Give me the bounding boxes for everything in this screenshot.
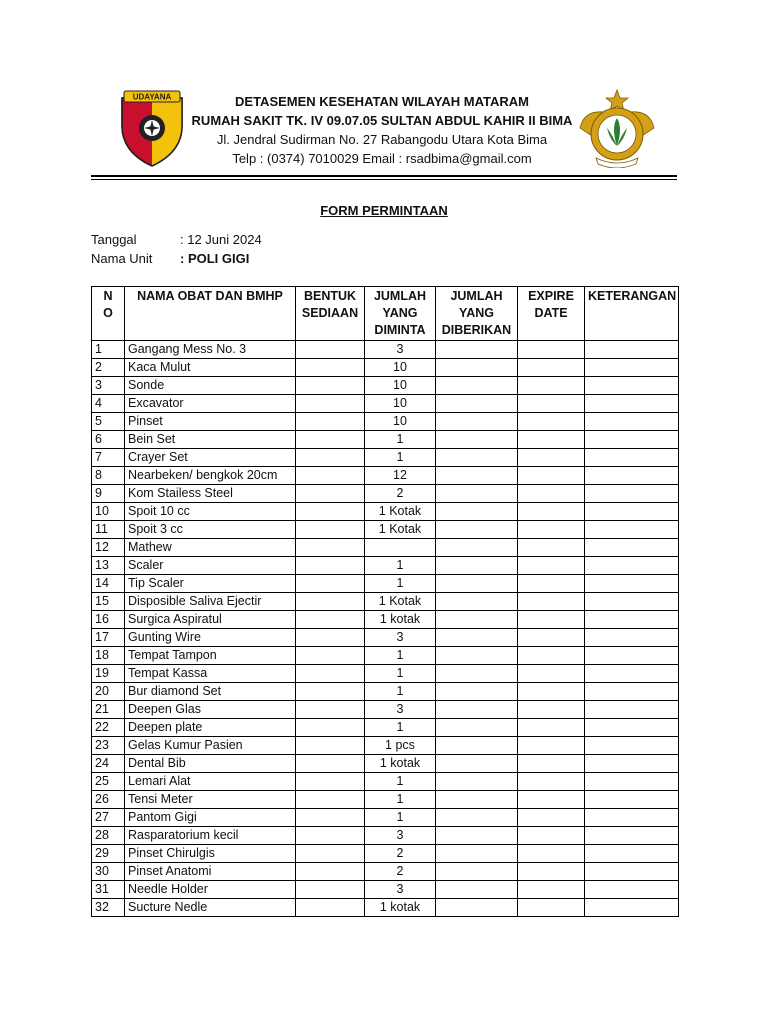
letterhead-line-2: RUMAH SAKIT TK. IV 09.07.05 SULTAN ABDUL KAHIR II BIMA bbox=[191, 113, 573, 128]
table-body bbox=[92, 341, 679, 917]
cell-keterangan bbox=[585, 773, 679, 791]
cell-nama: Sucture Nedle bbox=[125, 899, 296, 917]
cell-keterangan bbox=[585, 899, 679, 917]
cell-bentuk bbox=[296, 827, 365, 845]
cell-no: 26 bbox=[92, 791, 125, 809]
cell-nama: Spoit 10 cc bbox=[125, 503, 296, 521]
cell-diminta: 1 bbox=[365, 647, 436, 665]
cell-diminta: 2 bbox=[365, 485, 436, 503]
cell-diminta: 1 Kotak bbox=[365, 521, 436, 539]
cell-diberikan bbox=[436, 827, 518, 845]
cell-diberikan bbox=[436, 377, 518, 395]
cell-expire bbox=[518, 773, 585, 791]
cell-bentuk bbox=[296, 413, 365, 431]
cell-bentuk bbox=[296, 629, 365, 647]
cell-no: 1 bbox=[92, 341, 125, 359]
cell-diminta bbox=[365, 539, 436, 557]
letterhead-line-1: DETASEMEN KESEHATAN WILAYAH MATARAM bbox=[235, 94, 529, 109]
cell-expire bbox=[518, 647, 585, 665]
cell-diberikan bbox=[436, 557, 518, 575]
cell-diminta: 1 bbox=[365, 575, 436, 593]
cell-diberikan bbox=[436, 683, 518, 701]
cell-nama: Gunting Wire bbox=[125, 629, 296, 647]
cell-no: 4 bbox=[92, 395, 125, 413]
cell-no: 10 bbox=[92, 503, 125, 521]
cell-expire bbox=[518, 611, 585, 629]
cell-nama: Deepen plate bbox=[125, 719, 296, 737]
cell-nama: Excavator bbox=[125, 395, 296, 413]
cell-bentuk bbox=[296, 845, 365, 863]
cell-diberikan bbox=[436, 809, 518, 827]
cell-diminta: 1 bbox=[365, 791, 436, 809]
cell-diberikan bbox=[436, 899, 518, 917]
cell-bentuk bbox=[296, 359, 365, 377]
cell-diminta: 10 bbox=[365, 359, 436, 377]
cell-diminta: 1 kotak bbox=[365, 755, 436, 773]
table-row bbox=[92, 539, 679, 557]
cell-no: 9 bbox=[92, 485, 125, 503]
cell-bentuk bbox=[296, 719, 365, 737]
table-row bbox=[92, 827, 679, 845]
header-diberikan: JUMLAH YANG DIBERIKAN bbox=[436, 287, 518, 341]
meta-tanggal bbox=[91, 231, 262, 249]
cell-diberikan bbox=[436, 881, 518, 899]
cell-no: 11 bbox=[92, 521, 125, 539]
header-diminta: JUMLAH YANG DIMINTA bbox=[365, 287, 436, 341]
cell-no: 31 bbox=[92, 881, 125, 899]
cell-expire bbox=[518, 341, 585, 359]
cell-expire bbox=[518, 431, 585, 449]
cell-expire bbox=[518, 629, 585, 647]
cell-expire bbox=[518, 575, 585, 593]
cell-keterangan bbox=[585, 701, 679, 719]
cell-nama: Gangang Mess No. 3 bbox=[125, 341, 296, 359]
cell-diberikan bbox=[436, 701, 518, 719]
cell-keterangan bbox=[585, 809, 679, 827]
cell-keterangan bbox=[585, 827, 679, 845]
cell-expire bbox=[518, 485, 585, 503]
cell-expire bbox=[518, 503, 585, 521]
cell-expire bbox=[518, 881, 585, 899]
cell-bentuk bbox=[296, 737, 365, 755]
cell-diberikan bbox=[436, 503, 518, 521]
table-row bbox=[92, 899, 679, 917]
cell-no: 27 bbox=[92, 809, 125, 827]
table-row bbox=[92, 773, 679, 791]
header-nama: NAMA OBAT DAN BMHP bbox=[125, 287, 296, 341]
cell-bentuk bbox=[296, 539, 365, 557]
cell-no: 24 bbox=[92, 755, 125, 773]
cell-bentuk bbox=[296, 431, 365, 449]
cell-keterangan bbox=[585, 629, 679, 647]
cell-expire bbox=[518, 377, 585, 395]
table-row bbox=[92, 845, 679, 863]
cell-no: 17 bbox=[92, 629, 125, 647]
cell-no: 3 bbox=[92, 377, 125, 395]
cell-nama: Pinset Anatomi bbox=[125, 863, 296, 881]
cell-expire bbox=[518, 683, 585, 701]
cell-expire bbox=[518, 539, 585, 557]
cell-keterangan bbox=[585, 611, 679, 629]
cell-bentuk bbox=[296, 899, 365, 917]
cell-bentuk bbox=[296, 341, 365, 359]
cell-keterangan bbox=[585, 521, 679, 539]
cell-nama: Surgica Aspiratul bbox=[125, 611, 296, 629]
table-row bbox=[92, 593, 679, 611]
cell-expire bbox=[518, 755, 585, 773]
cell-expire bbox=[518, 809, 585, 827]
cell-keterangan bbox=[585, 359, 679, 377]
cell-nama: Kom Stailess Steel bbox=[125, 485, 296, 503]
cell-no: 21 bbox=[92, 701, 125, 719]
cell-no: 14 bbox=[92, 575, 125, 593]
cell-no: 29 bbox=[92, 845, 125, 863]
cell-diberikan bbox=[436, 593, 518, 611]
cell-diberikan bbox=[436, 665, 518, 683]
cell-bentuk bbox=[296, 647, 365, 665]
cell-keterangan bbox=[585, 539, 679, 557]
table-row bbox=[92, 755, 679, 773]
cell-keterangan bbox=[585, 485, 679, 503]
cell-keterangan bbox=[585, 557, 679, 575]
table-row bbox=[92, 701, 679, 719]
cell-diberikan bbox=[436, 341, 518, 359]
cell-diberikan bbox=[436, 719, 518, 737]
cell-nama: Bur diamond Set bbox=[125, 683, 296, 701]
cell-diminta: 1 bbox=[365, 557, 436, 575]
meta-unit bbox=[91, 250, 249, 268]
cell-bentuk bbox=[296, 755, 365, 773]
cell-diberikan bbox=[436, 359, 518, 377]
table-row bbox=[92, 863, 679, 881]
cell-no: 6 bbox=[92, 431, 125, 449]
cell-nama: Gelas Kumur Pasien bbox=[125, 737, 296, 755]
cell-diminta: 1 bbox=[365, 431, 436, 449]
letterhead bbox=[190, 92, 574, 168]
cell-keterangan bbox=[585, 503, 679, 521]
cell-diberikan bbox=[436, 575, 518, 593]
cell-bentuk bbox=[296, 485, 365, 503]
cell-diberikan bbox=[436, 845, 518, 863]
cell-diberikan bbox=[436, 467, 518, 485]
cell-nama: Scaler bbox=[125, 557, 296, 575]
table-row bbox=[92, 341, 679, 359]
table-row bbox=[92, 377, 679, 395]
table-row bbox=[92, 719, 679, 737]
cell-keterangan bbox=[585, 593, 679, 611]
letterhead-rule-thin bbox=[91, 179, 677, 180]
cell-diberikan bbox=[436, 413, 518, 431]
table-row bbox=[92, 629, 679, 647]
cell-diberikan bbox=[436, 647, 518, 665]
cell-diberikan bbox=[436, 485, 518, 503]
cell-diminta: 10 bbox=[365, 377, 436, 395]
table-row bbox=[92, 665, 679, 683]
logo-left-text: UDAYANA bbox=[132, 92, 172, 102]
table-row bbox=[92, 791, 679, 809]
cell-diminta: 1 bbox=[365, 665, 436, 683]
cell-nama: Pinset Chirulgis bbox=[125, 845, 296, 863]
table-row bbox=[92, 557, 679, 575]
cell-expire bbox=[518, 791, 585, 809]
cell-diminta: 1 kotak bbox=[365, 611, 436, 629]
cell-diminta: 1 Kotak bbox=[365, 593, 436, 611]
cell-diminta: 3 bbox=[365, 881, 436, 899]
cell-bentuk bbox=[296, 593, 365, 611]
cell-keterangan bbox=[585, 647, 679, 665]
cell-keterangan bbox=[585, 431, 679, 449]
cell-nama: Tempat Kassa bbox=[125, 665, 296, 683]
cell-bentuk bbox=[296, 809, 365, 827]
table-row bbox=[92, 809, 679, 827]
cell-nama: Pantom Gigi bbox=[125, 809, 296, 827]
cell-bentuk bbox=[296, 881, 365, 899]
cell-expire bbox=[518, 827, 585, 845]
table-row bbox=[92, 413, 679, 431]
cell-keterangan bbox=[585, 791, 679, 809]
unit-label: Nama Unit bbox=[91, 251, 153, 266]
cell-bentuk bbox=[296, 467, 365, 485]
cell-diminta: 3 bbox=[365, 701, 436, 719]
cell-no: 20 bbox=[92, 683, 125, 701]
cell-expire bbox=[518, 719, 585, 737]
cell-no: 2 bbox=[92, 359, 125, 377]
cell-keterangan bbox=[585, 575, 679, 593]
cell-keterangan bbox=[585, 377, 679, 395]
cell-diberikan bbox=[436, 755, 518, 773]
cell-keterangan bbox=[585, 737, 679, 755]
cell-diminta: 1 bbox=[365, 773, 436, 791]
cell-expire bbox=[518, 467, 585, 485]
cell-diberikan bbox=[436, 431, 518, 449]
cell-keterangan bbox=[585, 683, 679, 701]
cell-diminta: 10 bbox=[365, 395, 436, 413]
cell-diberikan bbox=[436, 863, 518, 881]
cell-nama: Tip Scaler bbox=[125, 575, 296, 593]
cell-expire bbox=[518, 665, 585, 683]
cell-keterangan bbox=[585, 341, 679, 359]
cell-bentuk bbox=[296, 773, 365, 791]
cell-no: 7 bbox=[92, 449, 125, 467]
unit-value: : POLI GIGI bbox=[180, 251, 250, 266]
table-row bbox=[92, 521, 679, 539]
table-row bbox=[92, 359, 679, 377]
cell-nama: Crayer Set bbox=[125, 449, 296, 467]
cell-diminta: 2 bbox=[365, 845, 436, 863]
table-row bbox=[92, 611, 679, 629]
udayana-shield-icon bbox=[118, 88, 186, 168]
cell-nama: Pinset bbox=[125, 413, 296, 431]
cell-bentuk bbox=[296, 791, 365, 809]
cell-nama: Tensi Meter bbox=[125, 791, 296, 809]
cell-bentuk bbox=[296, 575, 365, 593]
cell-diminta: 1 kotak bbox=[365, 899, 436, 917]
cell-bentuk bbox=[296, 665, 365, 683]
cell-expire bbox=[518, 521, 585, 539]
cell-diminta: 3 bbox=[365, 341, 436, 359]
cell-nama: Bein Set bbox=[125, 431, 296, 449]
cell-diminta: 2 bbox=[365, 863, 436, 881]
table-row bbox=[92, 485, 679, 503]
cell-expire bbox=[518, 701, 585, 719]
cell-keterangan bbox=[585, 719, 679, 737]
cell-keterangan bbox=[585, 413, 679, 431]
cell-expire bbox=[518, 359, 585, 377]
cell-no: 12 bbox=[92, 539, 125, 557]
cell-no: 5 bbox=[92, 413, 125, 431]
cell-nama: Deepen Glas bbox=[125, 701, 296, 719]
cell-diberikan bbox=[436, 791, 518, 809]
cell-no: 18 bbox=[92, 647, 125, 665]
form-title: FORM PERMINTAAN bbox=[320, 203, 448, 218]
cell-diminta: 10 bbox=[365, 413, 436, 431]
cell-no: 25 bbox=[92, 773, 125, 791]
cell-diberikan bbox=[436, 395, 518, 413]
cell-diberikan bbox=[436, 611, 518, 629]
table-row bbox=[92, 395, 679, 413]
cell-keterangan bbox=[585, 467, 679, 485]
kesdam-emblem-icon bbox=[574, 88, 660, 168]
cell-diminta: 1 Kotak bbox=[365, 503, 436, 521]
table-row bbox=[92, 881, 679, 899]
cell-no: 28 bbox=[92, 827, 125, 845]
cell-bentuk bbox=[296, 683, 365, 701]
cell-expire bbox=[518, 395, 585, 413]
table-row bbox=[92, 683, 679, 701]
cell-no: 23 bbox=[92, 737, 125, 755]
cell-diberikan bbox=[436, 449, 518, 467]
cell-diberikan bbox=[436, 629, 518, 647]
letterhead-rule-thick bbox=[91, 175, 677, 177]
cell-expire bbox=[518, 593, 585, 611]
cell-nama: Mathew bbox=[125, 539, 296, 557]
cell-diminta: 1 bbox=[365, 809, 436, 827]
letterhead-contact: Telp : (0374) 7010029 Email : rsadbima@gmail.com bbox=[232, 151, 532, 166]
cell-diminta: 1 pcs bbox=[365, 737, 436, 755]
cell-nama: Sonde bbox=[125, 377, 296, 395]
cell-no: 22 bbox=[92, 719, 125, 737]
cell-nama: Disposible Saliva Ejectir bbox=[125, 593, 296, 611]
cell-nama: Needle Holder bbox=[125, 881, 296, 899]
table-row bbox=[92, 575, 679, 593]
table-row bbox=[92, 503, 679, 521]
cell-expire bbox=[518, 737, 585, 755]
cell-bentuk bbox=[296, 395, 365, 413]
cell-nama: Tempat Tampon bbox=[125, 647, 296, 665]
cell-no: 16 bbox=[92, 611, 125, 629]
cell-diminta: 1 bbox=[365, 719, 436, 737]
cell-diberikan bbox=[436, 737, 518, 755]
cell-keterangan bbox=[585, 863, 679, 881]
cell-no: 32 bbox=[92, 899, 125, 917]
cell-expire bbox=[518, 557, 585, 575]
table-row bbox=[92, 431, 679, 449]
cell-expire bbox=[518, 449, 585, 467]
table-row bbox=[92, 737, 679, 755]
cell-bentuk bbox=[296, 611, 365, 629]
tanggal-value: : 12 Juni 2024 bbox=[180, 232, 262, 247]
cell-nama: Rasparatorium kecil bbox=[125, 827, 296, 845]
cell-bentuk bbox=[296, 503, 365, 521]
cell-nama: Kaca Mulut bbox=[125, 359, 296, 377]
cell-expire bbox=[518, 413, 585, 431]
header-bentuk: BENTUK SEDIAAN bbox=[296, 287, 365, 341]
header-expire: EXPIRE DATE bbox=[518, 287, 585, 341]
cell-diberikan bbox=[436, 773, 518, 791]
letterhead-address: Jl. Jendral Sudirman No. 27 Rabangodu Utara Kota Bima bbox=[216, 132, 548, 147]
request-table bbox=[91, 286, 679, 917]
cell-diminta: 1 bbox=[365, 449, 436, 467]
table-row bbox=[92, 647, 679, 665]
cell-nama: Dental Bib bbox=[125, 755, 296, 773]
cell-bentuk bbox=[296, 449, 365, 467]
cell-diminta: 1 bbox=[365, 683, 436, 701]
table-header-row bbox=[92, 287, 679, 341]
cell-diberikan bbox=[436, 539, 518, 557]
cell-bentuk bbox=[296, 557, 365, 575]
cell-keterangan bbox=[585, 395, 679, 413]
cell-no: 8 bbox=[92, 467, 125, 485]
cell-expire bbox=[518, 845, 585, 863]
cell-no: 15 bbox=[92, 593, 125, 611]
cell-diminta: 3 bbox=[365, 827, 436, 845]
cell-keterangan bbox=[585, 665, 679, 683]
cell-nama: Spoit 3 cc bbox=[125, 521, 296, 539]
cell-no: 30 bbox=[92, 863, 125, 881]
cell-keterangan bbox=[585, 845, 679, 863]
cell-bentuk bbox=[296, 863, 365, 881]
tanggal-label: Tanggal bbox=[91, 232, 137, 247]
cell-diminta: 12 bbox=[365, 467, 436, 485]
cell-bentuk bbox=[296, 701, 365, 719]
cell-nama: Nearbeken/ bengkok 20cm bbox=[125, 467, 296, 485]
cell-keterangan bbox=[585, 755, 679, 773]
cell-diminta: 3 bbox=[365, 629, 436, 647]
cell-diberikan bbox=[436, 521, 518, 539]
cell-bentuk bbox=[296, 521, 365, 539]
cell-bentuk bbox=[296, 377, 365, 395]
cell-no: 13 bbox=[92, 557, 125, 575]
header-no: N O bbox=[92, 287, 125, 341]
cell-expire bbox=[518, 899, 585, 917]
cell-keterangan bbox=[585, 449, 679, 467]
table-row bbox=[92, 467, 679, 485]
cell-nama: Lemari Alat bbox=[125, 773, 296, 791]
cell-expire bbox=[518, 863, 585, 881]
table-row bbox=[92, 449, 679, 467]
cell-keterangan bbox=[585, 881, 679, 899]
header-keterangan: KETERANGAN bbox=[585, 287, 679, 341]
cell-no: 19 bbox=[92, 665, 125, 683]
